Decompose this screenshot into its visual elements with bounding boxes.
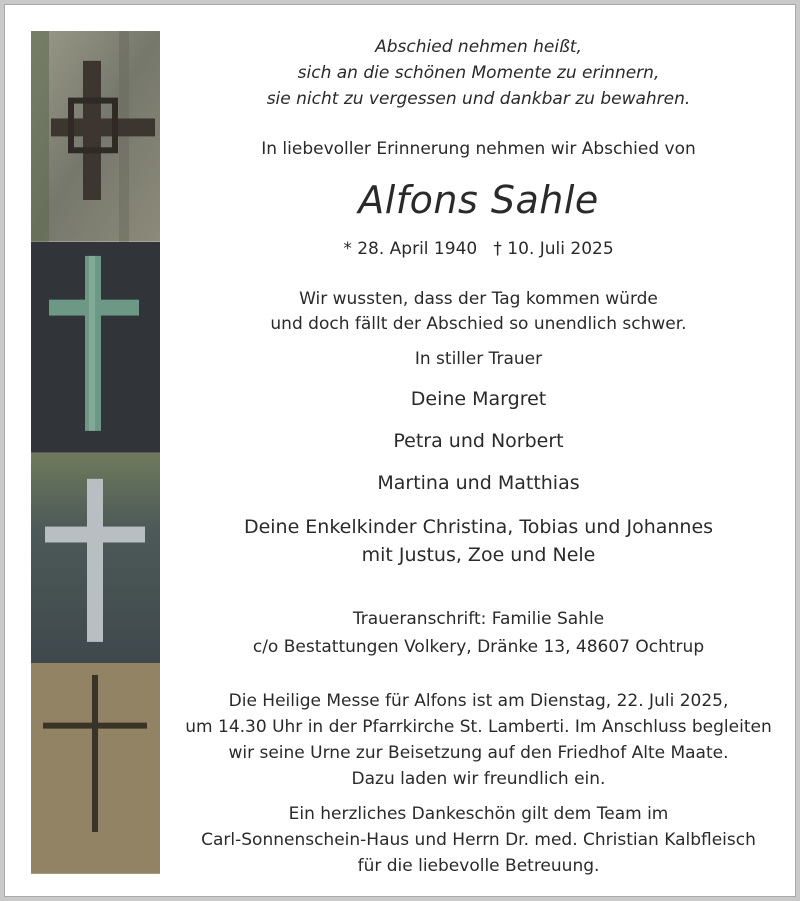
- quote-line: Wir wussten, dass der Tag kommen würde: [299, 289, 658, 309]
- thanks-line: Carl-Sonnenschein-Haus und Herrn Dr. med. Christian Kalbfleisch: [201, 830, 756, 850]
- thanks-line: Ein herzliches Dankeschön gilt dem Team im: [288, 804, 669, 824]
- mourner-name: Martina und Matthias: [377, 472, 580, 494]
- stone-cross-icon: [31, 453, 160, 664]
- address-line: c/o Bestattungen Volkery, Dränke 13, 48607 Ochtrup: [252, 637, 705, 657]
- iron-cross-icon: [31, 31, 160, 242]
- quote-line: und doch fällt der Abschied so unendlich schwer.: [270, 314, 687, 334]
- deceased-name: Alfons Sahle: [358, 178, 599, 222]
- service-line: um 14.30 Uhr in der Pfarrkirche St. Lamberti. Im Anschluss begleiten: [185, 717, 772, 737]
- mourner-name: Deine Margret: [410, 388, 547, 410]
- verdigris-cross-photo: [31, 242, 160, 453]
- grandchildren-line: mit Justus, Zoe und Nele: [361, 544, 596, 566]
- motto-line: Abschied nehmen heißt,: [375, 37, 582, 57]
- motto-line: sich an die schönen Momente zu erinnern,: [297, 63, 660, 83]
- service-line: wir seine Urne zur Beisetzung auf den Friedhof Alte Maate.: [228, 743, 729, 763]
- mourner-name: Petra und Norbert: [393, 430, 564, 452]
- obituary-text: [180, 5, 777, 896]
- mourning-heading: In stiller Trauer: [414, 349, 543, 369]
- obituary-card: [4, 4, 796, 897]
- address-line: Traueranschrift: Familie Sahle: [352, 609, 605, 629]
- stone-cross-photo: [31, 453, 160, 664]
- verdigris-cross-icon: [31, 242, 160, 453]
- wooden-cross-icon: [31, 663, 160, 874]
- life-dates: * 28. April 1940 † 10. Juli 2025: [343, 239, 614, 259]
- service-line: Die Heilige Messe für Alfons ist am Dienstag, 22. Juli 2025,: [228, 691, 729, 711]
- iron-cross-photo: [31, 31, 160, 242]
- intro-text: In liebevoller Erinnerung nehmen wir Abschied von: [261, 139, 696, 159]
- wooden-cross-photo: [31, 663, 160, 874]
- motto-line: sie nicht zu vergessen und dankbar zu bewahren.: [266, 89, 691, 109]
- service-line: Dazu laden wir freundlich ein.: [351, 769, 606, 789]
- cross-image-strip: [31, 31, 160, 874]
- thanks-line: für die liebevolle Betreuung.: [357, 856, 600, 876]
- grandchildren-line: Deine Enkelkinder Christina, Tobias und Johannes: [243, 516, 714, 538]
